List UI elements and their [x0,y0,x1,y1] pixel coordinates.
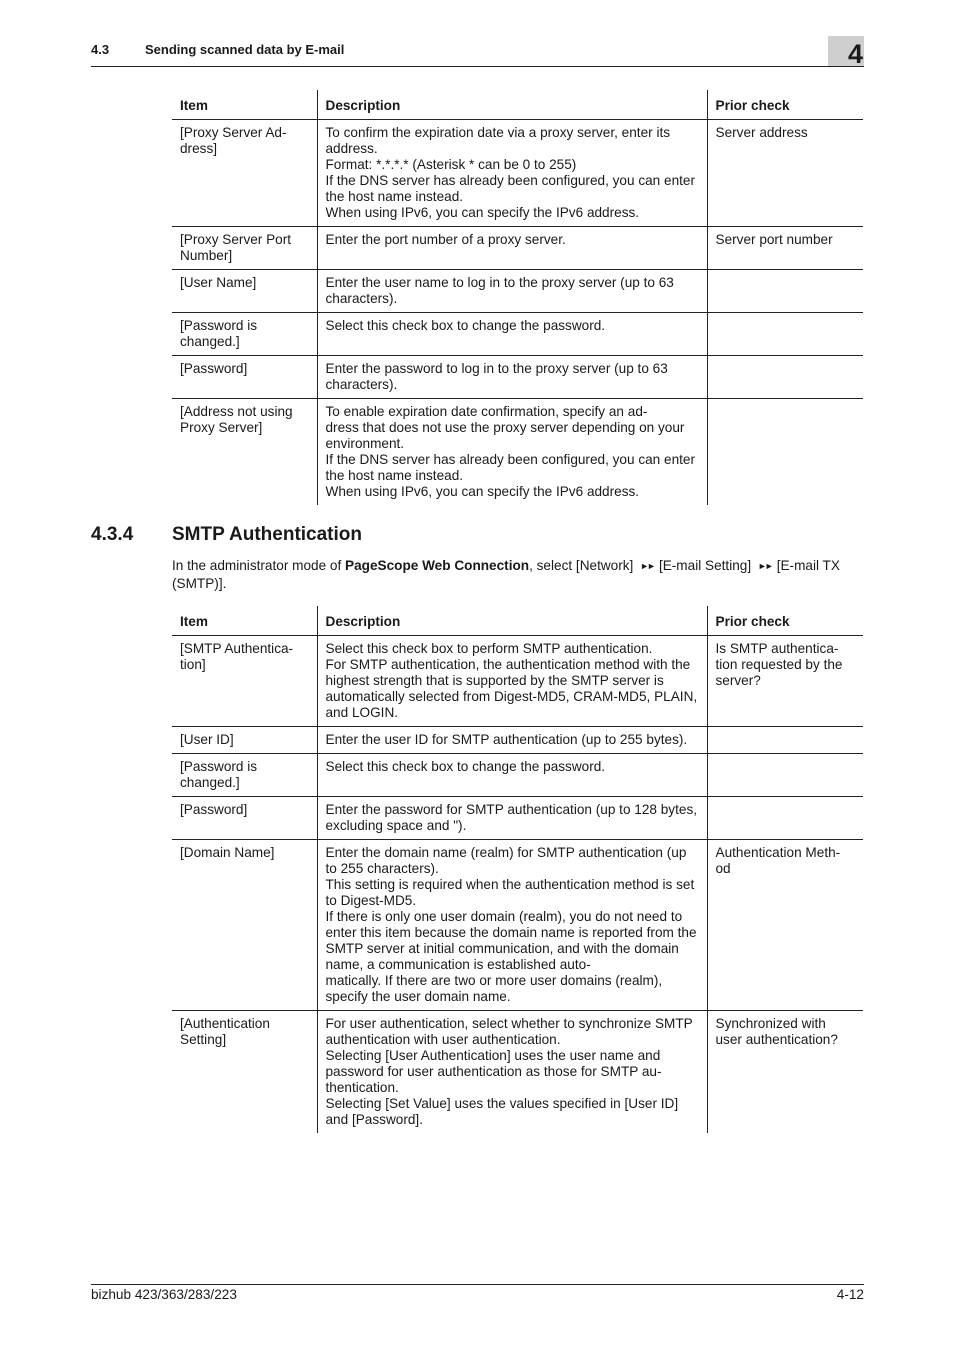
cell-item: [Proxy Server Port Number] [172,227,317,270]
cell-description: Enter the user ID for SMTP authentication (up to 255 bytes). [317,727,707,754]
cell-prior-check [707,270,863,313]
table-row [172,120,863,227]
cell-item: [Password] [172,797,317,840]
chapter-number-tab: 4 [828,36,864,66]
cell-prior-check: Authentication Meth- od [707,840,863,1011]
section-number: 4.3.4 [91,524,134,545]
table-row [172,727,863,754]
column-header-prior-check: Prior check [707,90,863,120]
column-header-item: Item [172,606,317,636]
double-arrow-icon: ►► [757,561,772,571]
cell-prior-check [707,399,863,506]
table-row [172,270,863,313]
column-header-description: Description [317,90,707,120]
table-row [172,1011,863,1134]
table-row [172,840,863,1011]
table-row [172,754,863,797]
cell-description: Enter the domain name (realm) for SMTP authentication (up to 255 characters). This setting is required when the authentication method is set to Digest-MD5. If there is only one user domain (realm), you do not need to enter this item because the domain name is reported from the SMTP server at initial communication, and with the domain name, a communication is established auto- matically. If there are two or more user domains (realm), specify the user domain name. [317,840,707,1011]
page-header [91,41,864,67]
cell-item: [Password is changed.] [172,313,317,356]
column-header-description: Description [317,606,707,636]
column-header-prior-check: Prior check [707,606,863,636]
cell-description: For user authentication, select whether to synchronize SMTP authentication with user authentication. Selecting [User Authentication] uses the user name and password for user authentication as those for SMTP au- thentication. Selecting [Set Value] uses the values specified in [User ID] and [Password]. [317,1011,707,1134]
cell-item: [Authentication Setting] [180,1016,270,1047]
header-section-title: Sending scanned data by E-mail [145,42,345,57]
table-row [172,313,863,356]
section-title: SMTP Authentication [172,524,362,545]
cell-description: Enter the user name to log in to the proxy server (up to 63 characters). [317,270,707,313]
table-header-row [172,90,863,120]
proxy-settings-table [172,90,863,505]
table-row [172,797,863,840]
cell-item: [User Name] [172,270,317,313]
page-footer [91,1284,864,1302]
intro-nav-step-2: [E-mail Setting] [658,558,755,573]
intro-prefix: In the administrator mode of [172,558,346,573]
cell-item: [SMTP Authentica- tion] [172,636,317,727]
cell-item: [Proxy Server Ad- dress] [172,120,317,227]
cell-description: Enter the password to log in to the proxy server (up to 63 characters). [317,356,707,399]
cell-prior-check [707,313,863,356]
cell-item: [Password is changed.] [172,754,317,797]
cell-prior-check [707,356,863,399]
cell-item: [User ID] [172,727,317,754]
cell-description: Enter the port number of a proxy server. [317,227,707,270]
cell-description: Select this check box to change the password. [317,754,707,797]
cell-prior-check: Is SMTP authentica- tion requested by the server? [707,636,863,727]
table-row [172,636,863,727]
cell-prior-check: Synchronized with user authentication? [715,1016,838,1047]
section-intro-paragraph [172,557,862,592]
cell-prior-check: Server address [707,120,863,227]
table-row [172,227,863,270]
table-row [172,399,863,506]
cell-prior-check [707,797,863,840]
intro-nav-step-1: , select [Network] [529,558,638,573]
table-row [172,356,863,399]
section-heading [91,524,362,546]
cell-description: To enable expiration date confirmation, specify an ad- dress that does not use the proxy server depending on your environment. If the DNS server has already been configured, you can enter the host name instead. When using IPv6, you can specify the IPv6 address. [317,399,707,506]
cell-item: [Domain Name] [172,840,317,1011]
cell-description: Enter the password for SMTP authentication (up to 128 bytes, excluding space and "). [317,797,707,840]
cell-description: Select this check box to perform SMTP authentication. For SMTP authentication, the authentication method with the highest strength that is supported by the SMTP server is automatically selected from Digest-MD5, CRAM-MD5, PLAIN, and LOGIN. [317,636,707,727]
cell-prior-check [707,727,863,754]
cell-description: To confirm the expiration date via a proxy server, enter its address. Format: *.*.*.* (Asterisk * can be 0 to 255) If the DNS server has already been configured, you can enter the host name instead. When using IPv6, you can specify the IPv6 address. [317,120,707,227]
table-header-row [172,606,863,636]
cell-prior-check [707,754,863,797]
column-header-item: Item [172,90,317,120]
intro-nav-step-3: [E-mail TX (SMTP)]. [172,558,840,591]
double-arrow-icon: ►► [640,561,654,571]
smtp-authentication-table [172,606,863,1133]
cell-description: Select this check box to change the password. [317,313,707,356]
app-name: PageScope Web Connection [345,558,530,573]
footer-model: bizhub 423/363/283/223 [91,1287,237,1302]
cell-prior-check: Server port number [707,227,863,270]
footer-page-number: 4-12 [836,1287,864,1302]
cell-item: [Password] [172,356,317,399]
header-section-number: 4.3 [91,42,110,57]
cell-item: [Address not using Proxy Server] [180,404,293,435]
